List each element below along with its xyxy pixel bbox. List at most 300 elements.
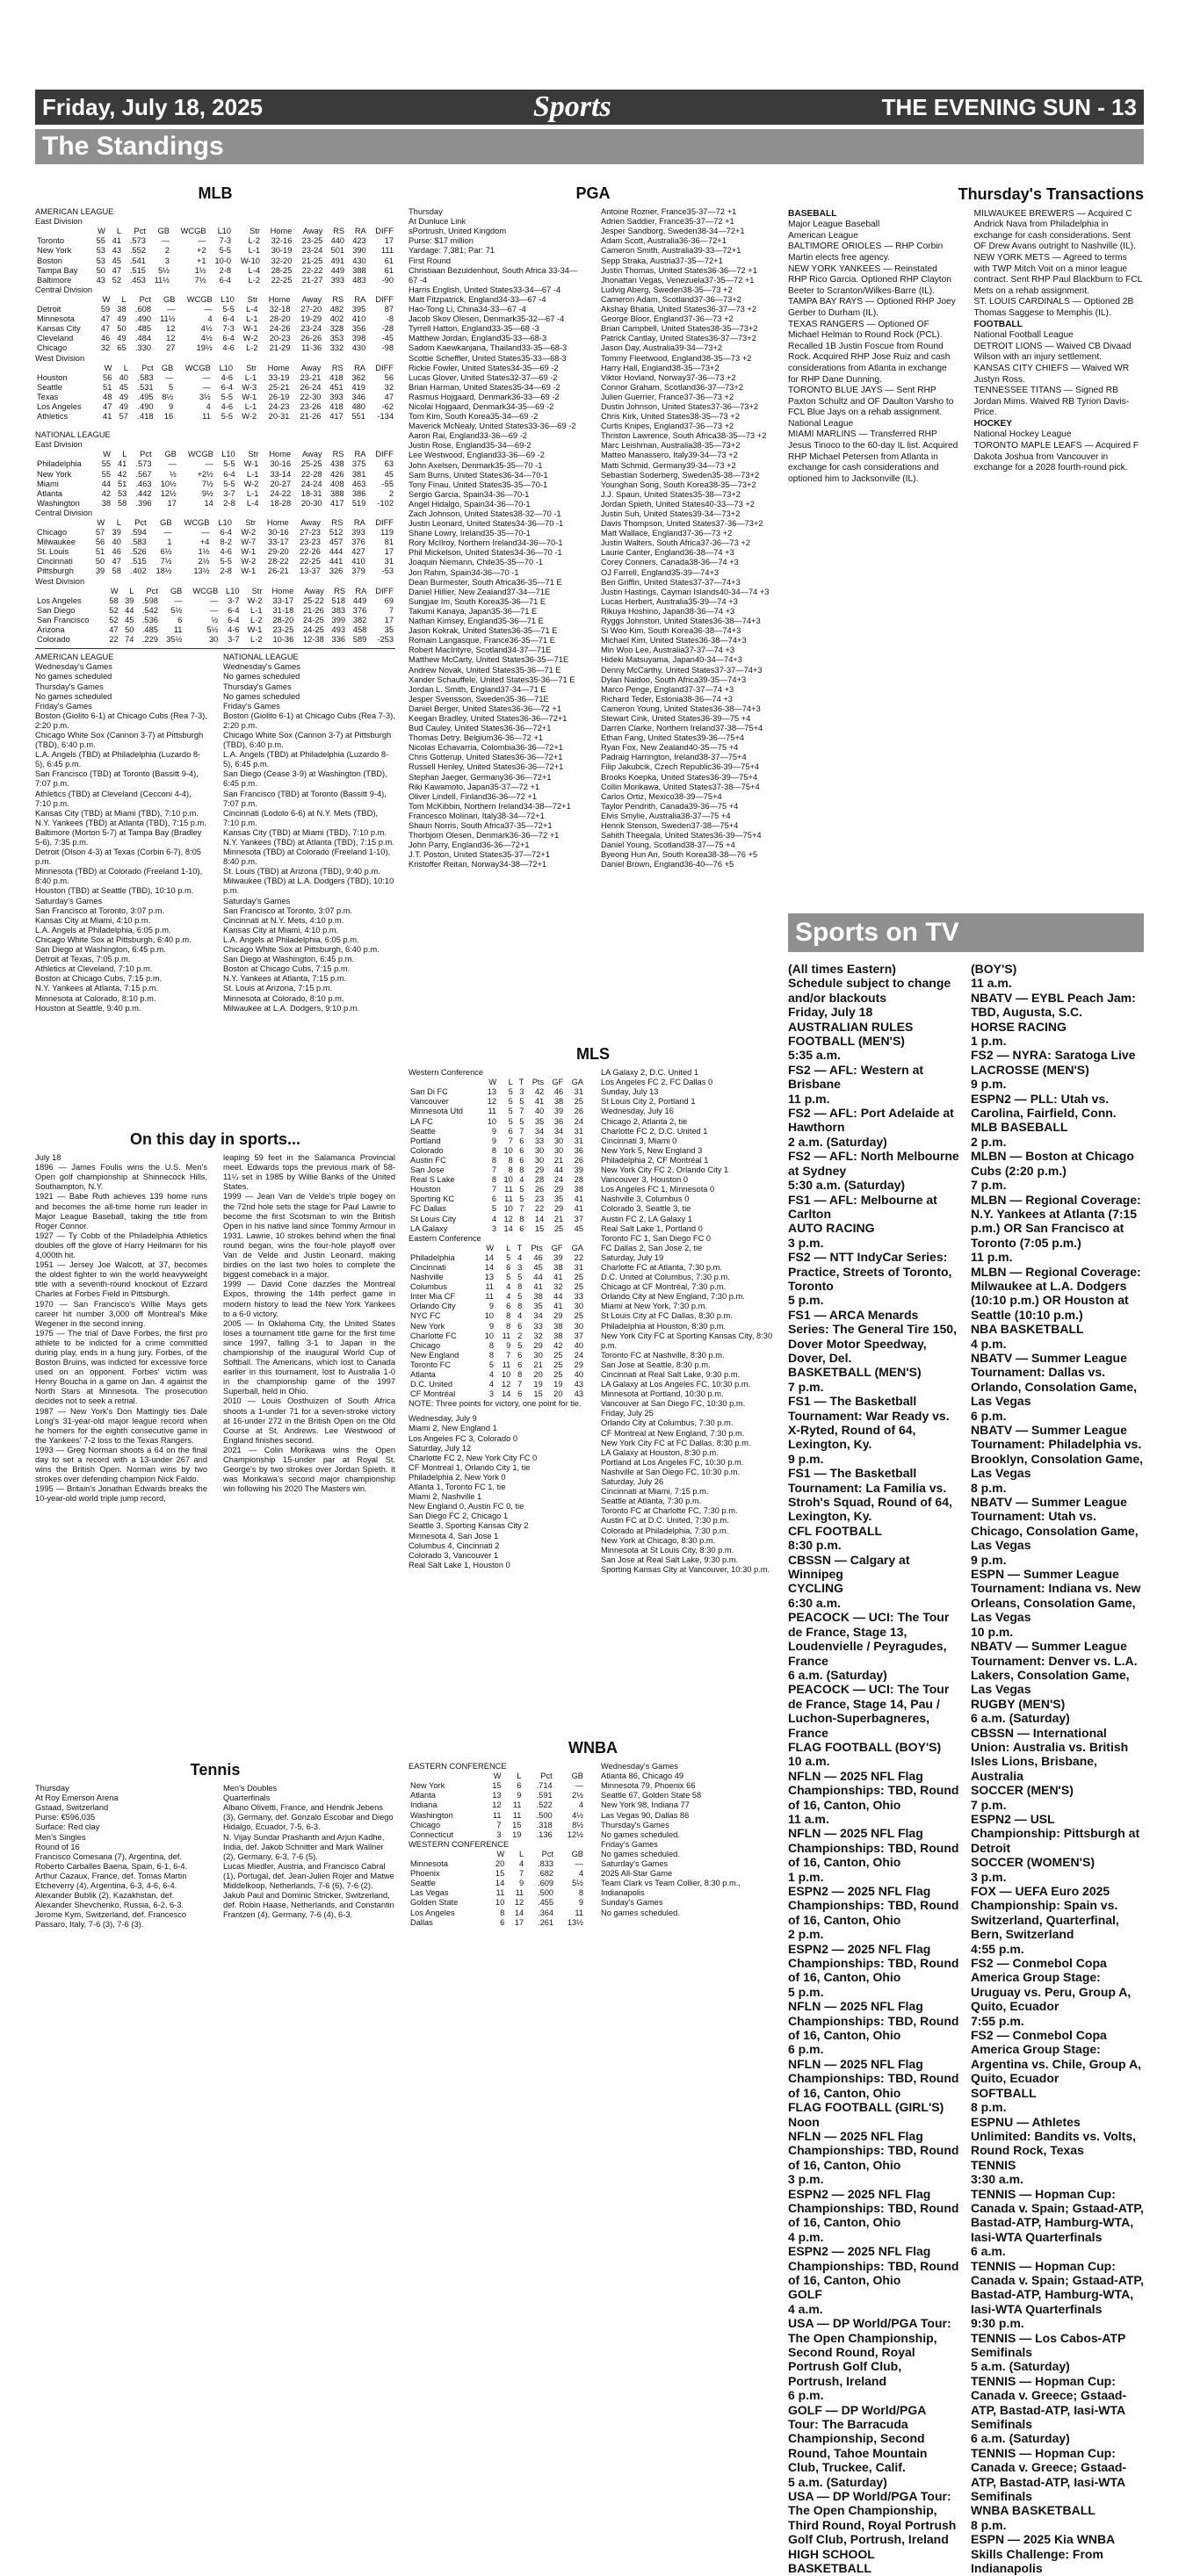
cell: 42: [534, 1087, 545, 1097]
cell: .609: [537, 1879, 554, 1888]
cell: Golden State: [410, 1898, 459, 1908]
pga-line: Si Woo Kim, South Korea36-38—74+3: [601, 626, 741, 636]
cell: 512: [329, 528, 344, 538]
cell: W-1: [241, 547, 257, 557]
team-row: [35, 314, 395, 324]
cell: 2: [164, 246, 170, 256]
cell: 426: [329, 469, 344, 479]
tv-listing: NFLN — 2025 NFL Flag Championships: TBD, Round of 16, Canton, Ohio: [788, 1826, 959, 1870]
cell: 11: [202, 412, 211, 422]
cell: —: [163, 528, 172, 538]
cell: .542: [141, 605, 158, 615]
schedule-line: AMERICAN LEAGUE: [35, 653, 114, 662]
cell: 10: [503, 1145, 513, 1155]
cell: 4-6: [228, 625, 240, 635]
pga-line: Denny McCarthy, United States37-37—74+3: [601, 665, 763, 675]
standings-note: NOTE: Three points for victory, one point for tie.: [409, 1399, 582, 1409]
pga-line: Lee Westwood, England33-36—69 -2: [409, 451, 545, 460]
cell: 4: [488, 1370, 495, 1379]
cell: 10: [495, 1898, 505, 1908]
cell: 9: [488, 1321, 495, 1331]
tv-listing: CYCLING: [788, 1581, 843, 1596]
cell: 4½: [200, 324, 213, 334]
cell: 45: [533, 1262, 543, 1272]
cell: Texas: [37, 392, 59, 401]
result-line: 2025 All-Star Game: [601, 1869, 673, 1879]
team-row: [409, 1273, 585, 1282]
column-header: L: [123, 363, 128, 372]
team-row: [35, 625, 395, 635]
cell: 25: [574, 1097, 583, 1107]
cell: —: [202, 372, 211, 382]
result-line: New England 0, Austin FC 0, tie: [409, 1502, 524, 1512]
column-header: DIFF: [375, 450, 394, 459]
team-row: [35, 334, 395, 343]
schedule-line: San Diego (Cease 3-9) at Washington (TBD), 6:45 p.m.: [223, 769, 387, 789]
pga-line: Matti Schmid, Germany39-34—73 +2: [601, 460, 736, 470]
tv-listing: ESPN2 — 2025 NFL Flag Championships: TBD, Round of 16, Canton, Ohio: [788, 2186, 959, 2230]
team-row: [35, 635, 395, 645]
standings-table: [35, 518, 395, 577]
cell: 5-5: [219, 246, 232, 256]
cell: 19: [512, 1829, 522, 1839]
tv-listing: HIGH SCHOOL BASKETBALL: [788, 2546, 875, 2576]
cell: —: [575, 1859, 583, 1869]
result-line: Seattle 3, Sporting Kansas City 2: [409, 1521, 529, 1531]
cell: San Jose: [410, 1165, 445, 1175]
team-row: [35, 528, 395, 538]
history-entry: 1999 — David Cone dazzles the Montreal Expos, throwing the 14th perfect game in modern history to lead the New York Yankees to a 6-0 victory.: [223, 1280, 395, 1318]
tennis-line: Men's Doubles: [223, 1784, 278, 1793]
pga-line: Darren Clarke, Northern Ireland37-38—75+4: [601, 724, 763, 733]
cell: 9: [169, 401, 174, 411]
cell: L-1: [246, 469, 259, 479]
cell: 6: [517, 1360, 523, 1369]
cell: 2-8: [223, 498, 235, 508]
tv-listing: NBATV — Summer League Tournament: Philadelphia vs. Brooklyn, Consolation Game, Las Vegas: [971, 1423, 1144, 1481]
tv-listing: 6 a.m. (Saturday): [971, 1711, 1070, 1726]
tv-listing: 6 a.m. (Saturday): [971, 2431, 1070, 2446]
cell: 398: [351, 334, 366, 343]
standings-table: [35, 364, 395, 422]
cell: 23-25: [272, 625, 294, 635]
transaction-line: National League: [788, 418, 854, 429]
history-entry: 1995 — Britain's Jonathan Edwards breaks the 10-year-old world triple jump record,: [35, 1484, 207, 1504]
cell: .515: [130, 557, 147, 566]
cell: 353: [329, 334, 344, 343]
cell: 45: [384, 469, 394, 479]
tv-listing: FOX — UEFA Euro 2025 Championship: Spain vs. Switzerland, Quarterfinal, Bern, Switzerland: [971, 1884, 1119, 1942]
cell: 23-24: [300, 324, 322, 334]
schedule-line: Chicago White Sox (Cannon 3-7) at Pittsburgh (TBD), 6:40 p.m.: [223, 730, 392, 750]
cell: 3: [517, 1262, 523, 1272]
history-entry: 1975 — The trial of Dave Forbes, the first pro athlete to be indicted for a crime committed during play, ends in a hung jury. Forbes, of the Boston Bruins, was indicted for excessive force used on an opponent. Forbes' victim was Henry Boucha in a game on Jan. 4 against the North Stars at Minnesota. The prosecution decides not to seek a retrial.: [35, 1328, 207, 1406]
result-line: Los Angeles FC 2, FC Dallas 0: [601, 1078, 713, 1087]
cell: 4: [206, 401, 211, 411]
cell: 6: [517, 1389, 523, 1399]
column-header: DIFF: [375, 518, 394, 527]
cell: 21: [533, 1360, 543, 1369]
cell: 25: [553, 1350, 563, 1360]
cell: 24-26: [269, 324, 291, 334]
cell: 13: [492, 1791, 502, 1800]
pga-line: Tommy Fleetwood, England38-35—73 +2: [601, 353, 752, 363]
cell: 5: [506, 1252, 511, 1262]
tv-listing: Schedule subject to change and/or blackouts: [788, 976, 951, 1005]
cell: 49: [117, 334, 127, 343]
pga-line: Brian Harman, United States35-34—69 -2: [409, 382, 560, 392]
column-header: Str: [248, 450, 259, 459]
pga-line: Ryggs Johnston, United States36-38—74+3: [601, 617, 761, 626]
cell: 28: [574, 1175, 583, 1185]
pga-left: [409, 207, 585, 869]
cell: FC Dallas: [410, 1204, 446, 1214]
cell: 37: [574, 1214, 583, 1223]
tennis-title: Tennis: [190, 1761, 241, 1779]
cell: Philadelphia: [37, 459, 82, 469]
pga-line: Dean Burmester, South Africa36-35—71 E: [409, 577, 562, 587]
pga-line: Daniel Berger, United States36-36—72 +1: [409, 704, 561, 713]
cell: 36: [574, 1145, 583, 1155]
cell: 6: [508, 1126, 513, 1136]
cell: .490: [134, 314, 151, 324]
schedule-line: Houston (TBD) at Seattle (TBD), 10:10 p.m.: [35, 886, 194, 896]
team-row: [35, 547, 395, 557]
column-header: W: [97, 518, 105, 527]
cell: Las Vegas: [410, 1888, 449, 1898]
history-entry: 1987 — New York's Don Mattingly ties Dale Long's 31-year-old major league record when he homers for the eighth consecutive game in the Yankees' 7-2 loss to the Texas Rangers.: [35, 1406, 207, 1445]
pga-line: Jacob Skov Olesen, Denmark35-32—67 -4: [409, 314, 565, 324]
team-row: [35, 324, 395, 334]
cell: —: [201, 528, 210, 538]
tv-listing: 3:30 a.m.: [971, 2172, 1023, 2187]
history-entry: 1927 — Ty Cobb of the Philadelphia Athletics doubles off the glove of Harry Heilmann for his 4,000th hit.: [35, 1230, 207, 1260]
pga-line: Byeong Hun An, South Korea38-38—76 +5: [601, 850, 758, 860]
result-line: Seattle at Atlanta, 7:30 p.m.: [601, 1497, 702, 1506]
result-line: Nashville 3, Columbus 0: [601, 1194, 690, 1204]
header-row: [35, 518, 395, 528]
cell: 18-31: [300, 488, 322, 498]
column-header: L10: [219, 363, 234, 372]
cell: .484: [134, 334, 151, 343]
tv-listing: 9:30 p.m.: [971, 2316, 1024, 2331]
cell: ½: [170, 469, 177, 479]
cell: 393: [329, 392, 344, 401]
cell: 41: [112, 236, 122, 246]
tv-listing: NBATV — Summer League Tournament: Utah vs. Chicago, Consolation Game, Las Vegas: [971, 1495, 1139, 1553]
tv-listing: FS2 — NYRA: Saratoga Live: [971, 1048, 1136, 1063]
history-entry: 1970 — San Francisco's Willie Mays gets career hit number 3,000 off Montreal's Mike Wegener in the second inning.: [35, 1299, 207, 1328]
cell: 46: [533, 1252, 543, 1262]
schedule-line: San Diego at Washington, 6:45 p.m.: [223, 955, 355, 964]
cell: 119: [380, 528, 394, 538]
cell: —: [161, 236, 170, 246]
cell: 6-4: [222, 334, 235, 343]
cell: 6-4: [228, 605, 240, 615]
pga-line: Jordan Spieth, United States40-33—73 +2: [601, 499, 755, 509]
column-header: L10: [217, 227, 232, 236]
cell: 38: [553, 1262, 563, 1272]
cell: .418: [137, 412, 154, 422]
schedule-line: Boston at Chicago Cubs, 7:15 p.m.: [223, 964, 351, 974]
result-line: Colorado at Philadelphia, 7:30 p.m.: [601, 1526, 729, 1535]
team-row: [35, 276, 395, 285]
cell: 8: [508, 1155, 513, 1165]
header-row: [409, 1078, 585, 1087]
cell: CF Montréal: [410, 1389, 456, 1399]
column-header: WCGB: [180, 227, 206, 236]
cell: Toronto: [37, 236, 65, 246]
pga-line: Cameron Adam, Scotland37-36—73+2: [601, 294, 741, 304]
cell: 7: [491, 1185, 497, 1194]
result-line: San Diego FC 2, Chicago 1: [409, 1512, 509, 1521]
team-row: [35, 305, 395, 314]
cell: 32: [384, 382, 394, 392]
pga-line: Viktor Hovland, Norway37-36—73 +2: [601, 372, 736, 382]
pga-line: Ludvig Aberg, Sweden38-35—73 +2: [601, 285, 733, 294]
cell: 10½: [160, 479, 177, 488]
cell: New York: [37, 246, 72, 256]
cell: 6-4: [223, 469, 235, 479]
pga-line: Elvis Smylie, Australia38-37—75 +4: [601, 811, 731, 820]
team-row: [409, 1253, 585, 1263]
pga-line: Daniel Young, Scotland38-37—75 +4: [601, 841, 735, 850]
cell: .485: [141, 625, 158, 635]
cell: 20: [533, 1370, 543, 1379]
cell: 35: [384, 625, 394, 635]
result-line: Miami 2, Nashville 1: [409, 1492, 482, 1502]
cell: 38: [553, 1321, 563, 1331]
transaction-line: MILWAUKEE BREWERS — Acquired C Andrick Nava from Philadelphia in exchange for cash considerations. Sent OF Drew Avans outright to Nashville (IL).: [973, 208, 1136, 252]
cell: 40: [574, 1370, 583, 1379]
team-row: [409, 1800, 585, 1810]
pga-line: Nicolai Hojgaard, Denmark34-35—69 -2: [409, 401, 554, 411]
transaction-line: National Football League: [973, 330, 1074, 341]
schedule-line: Boston (Giolito 6-1) at Chicago Cubs (Rea 7-3), 2:20 p.m.: [223, 711, 395, 730]
tv-listing: 6 a.m. (Saturday): [788, 1667, 887, 1682]
pga-line: Francesco Molinari, Italy38-34—72+1: [409, 811, 545, 820]
cell: Seattle: [410, 1879, 436, 1888]
cell: 491: [330, 256, 345, 265]
cell: 63: [384, 459, 394, 469]
cell: 2: [517, 1331, 523, 1340]
cell: 393: [351, 528, 365, 538]
cell: Washington: [37, 498, 80, 508]
schedule-line: Kansas City at Miami, 4:10 p.m.: [223, 925, 339, 934]
pga-line: Taylor Pendrith, Canada39-36—75 +4: [601, 801, 739, 811]
cell: 35: [553, 1194, 564, 1204]
cell: —: [204, 305, 213, 314]
cell: 25-25: [300, 459, 322, 469]
pga-line: Patrick Cantlay, United States36-37—73+2: [601, 334, 756, 343]
cell: 7: [496, 1820, 502, 1829]
column-header: GB: [571, 1771, 583, 1781]
standings-table: [35, 587, 395, 646]
cell: 7: [517, 1380, 523, 1389]
tv-listing: FS2 — NTT IndyCar Series: Practice, Streets of Toronto, Toronto: [788, 1250, 952, 1293]
cell: 10: [501, 1370, 511, 1379]
team-row: [35, 402, 395, 412]
result-line: Los Angeles FC 1, Minnesota 0: [601, 1185, 715, 1194]
tv-listing: NFLN — 2025 NFL Flag Championships: TBD, Round of 16, Canton, Ohio: [788, 1999, 959, 2043]
result-line: CF Montreal 1, Orlando City 1, tie: [409, 1462, 531, 1472]
pga-line: Maverick McNealy, United States33-36—69 -2: [409, 422, 576, 431]
cell: .490: [137, 401, 154, 411]
cell: 4: [517, 1311, 523, 1321]
column-header: [35, 450, 97, 459]
cell: 48: [103, 392, 112, 401]
result-line: Real Salt Lake 1, Houston 0: [409, 1560, 510, 1569]
cell: 4-6: [222, 343, 235, 353]
column-header: L10: [226, 586, 240, 595]
cell: 427: [351, 547, 365, 557]
column-header: WCGB: [184, 363, 211, 372]
transaction-line: BALTIMORE ORIOLES — RHP Corbin Martin elects free agency.: [788, 242, 944, 263]
tv-listing: 7 p.m.: [971, 1797, 1007, 1812]
cell: 14: [503, 1223, 513, 1233]
team-row: [409, 1224, 585, 1234]
cell: 42: [118, 469, 127, 479]
result-line: D.C. United at Columbus, 7:30 p.m.: [601, 1273, 730, 1282]
cell: 8: [506, 1321, 511, 1331]
cell: Philadelphia: [410, 1252, 455, 1262]
cell: 41: [553, 1302, 563, 1311]
cell: 417: [329, 412, 344, 422]
column-header: RS: [332, 450, 344, 459]
team-row: [409, 1156, 585, 1165]
cell: 19: [553, 1380, 563, 1389]
transaction-line: BASEBALL: [788, 208, 837, 219]
cell: 47: [112, 557, 121, 566]
cell: 10: [484, 1331, 495, 1340]
cell: 379: [351, 566, 365, 576]
cell: —: [174, 595, 183, 605]
schedule-line: N.Y. Yankees at Atlanta, 7:15 p.m.: [35, 984, 159, 993]
page-number: THE EVENING SUN - 13: [881, 93, 1137, 120]
team-row: [409, 1859, 585, 1869]
tv-listing: NFLN — 2025 NFL Flag Championships: TBD, Round of 16, Canton, Ohio: [788, 2056, 959, 2100]
cell: 12½: [567, 1829, 583, 1839]
cell: 7: [519, 1204, 524, 1214]
standings-table: [409, 1244, 585, 1400]
cell: 34: [533, 1311, 543, 1321]
column-header: Home: [269, 450, 292, 459]
team-row: [35, 459, 395, 469]
cell: New England: [410, 1350, 459, 1360]
cell: 5½: [572, 1879, 583, 1888]
pga-line: Ben Griffin, United States37-37—74+3: [601, 577, 741, 587]
cell: 16: [163, 412, 174, 422]
cell: 9: [517, 1791, 522, 1800]
cell: 50: [95, 557, 105, 566]
cell: Washington: [410, 1810, 453, 1820]
cell: 12½: [160, 488, 177, 498]
cell: NYC FC: [410, 1311, 441, 1321]
tv-listing: 6 p.m.: [788, 2388, 824, 2403]
cell: 33: [533, 1321, 543, 1331]
cell: 14: [501, 1389, 511, 1399]
cell: 58: [112, 566, 121, 576]
column-header: Str: [245, 518, 257, 527]
column-header: RA: [355, 586, 367, 595]
pga-title: PGA: [575, 184, 611, 202]
tv-listing: FS2 — AFL: Western at Brisbane: [788, 1062, 924, 1092]
cell: 22-28: [300, 469, 322, 479]
cell: 11: [575, 1908, 583, 1917]
column-header: [409, 1244, 479, 1253]
cell: 25: [553, 1360, 563, 1369]
team-row: [409, 1185, 585, 1194]
column-header: Pct: [134, 227, 146, 236]
cell: 6-4: [220, 528, 232, 538]
cell: Indiana: [410, 1800, 438, 1810]
cell: 25: [574, 1311, 583, 1321]
cell: 25-21: [268, 382, 290, 392]
column-header: Away: [302, 227, 323, 236]
cell: 21: [553, 1214, 564, 1223]
pga-line: Lucas Herbert, Australia35-39—74 +3: [601, 596, 738, 606]
column-header: [409, 1771, 483, 1781]
header-row: [409, 1244, 585, 1253]
history-entry: 1951 — Jersey Joe Walcott, at 37, becomes the oldest fighter to win the world heavyweight title with a seventh-round knockout of Ezzard Charles at Forbes Field in Pittsburgh.: [35, 1260, 207, 1299]
cell: 6-4: [228, 615, 240, 624]
cell: 12: [487, 1097, 497, 1107]
cell: 24-23: [268, 401, 290, 411]
pga-line: Antoine Rozner, France35-37—72 +1: [601, 207, 737, 217]
cell: 26: [534, 1185, 545, 1194]
result-line: Wednesday, July 9: [409, 1414, 477, 1424]
team-row: [409, 1360, 585, 1370]
cell: LA Galaxy: [410, 1223, 448, 1233]
divider: [35, 648, 395, 649]
cell: 53: [96, 246, 105, 256]
cell: 38: [553, 1097, 564, 1107]
pga-line: Sergio Garcia, Spain34-36—70-1: [409, 489, 530, 499]
cell: 45: [125, 615, 134, 624]
cell: 41: [553, 1273, 563, 1282]
tv-listing: 8 p.m.: [971, 1480, 1007, 1495]
header-row: [35, 295, 395, 305]
cell: 55: [96, 236, 105, 246]
cell: San Diego: [37, 605, 76, 615]
cell: -28: [381, 324, 394, 334]
cell: 43: [96, 275, 105, 285]
pga-line: Justin Leonard, United States34-36—70 -1: [409, 519, 564, 529]
pga-line: Justin Suh, United States39-34—73+2: [601, 509, 741, 518]
cell: 418: [329, 372, 344, 382]
cell: 22: [534, 1204, 545, 1214]
tv-listing: 5:30 a.m. (Saturday): [788, 1178, 906, 1193]
cell: 10-0: [214, 256, 232, 265]
tv-listing: TENNIS — Hopman Cup: Canada v. Greece; Gstaad-ATP, Bastad-ATP, Iasi-WTA Semifinals: [971, 2373, 1127, 2432]
tv-listing: FS1 — ARCA Menards Series: The General Tire 150, Dover Motor Speedway, Dover, Del.: [788, 1307, 957, 1365]
tv-listing: HORSE RACING: [971, 1019, 1067, 1034]
team-row: [35, 499, 395, 509]
cell: 501: [330, 246, 345, 256]
cell: 4: [506, 1282, 511, 1292]
tv-listing: MLBN — Regional Coverage: Milwaukee at L.A. Dodgers (10:10 p.m.) OR Houston at Seattle (10:10 p.m.): [971, 1264, 1141, 1322]
cell: 441: [329, 557, 344, 566]
al-standings: [35, 207, 395, 422]
pga-line: Matthew McCarty, United States36-35—71E: [409, 655, 569, 665]
cell: 8: [500, 1908, 505, 1917]
cell: 33-17: [272, 595, 294, 605]
result-line: Minnesota 79, Phoenix 66: [601, 1781, 696, 1791]
schedule-line: San Francisco (TBD) at Toronto (Bassitt 9-4), 7:07 p.m.: [35, 769, 199, 789]
cell: 30: [208, 635, 219, 645]
tv-listing: Noon: [788, 2114, 820, 2129]
schedule-line: Chicago White Sox (Cannon 3-7) at Pittsburgh (TBD), 6:40 p.m.: [35, 730, 204, 750]
